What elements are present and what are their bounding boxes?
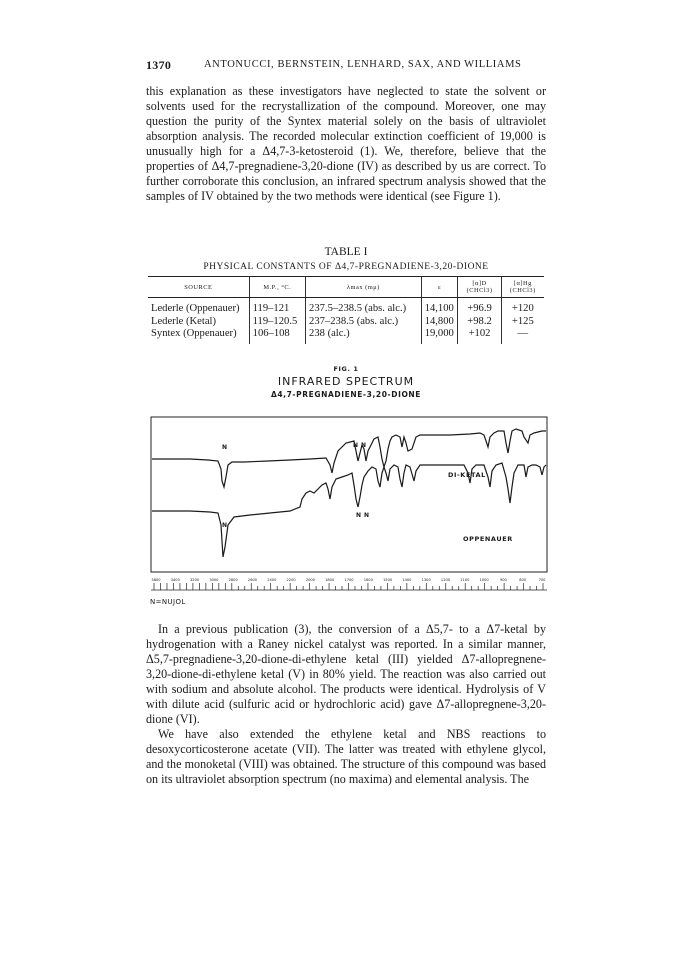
table-cell: Lederle (Oppenauer) (151, 303, 240, 314)
figure-legend: N=NUJOL (150, 598, 186, 606)
infrared-spectrum-figure (150, 407, 548, 607)
axis-tick-label: 1400 (402, 578, 412, 582)
peak-marker: N (364, 512, 370, 519)
axis-tick-label: 1100 (460, 578, 470, 582)
peak-marker: N (222, 522, 228, 529)
axis-tick-label: 700 (538, 578, 546, 582)
table-cell: +98.2 (458, 316, 501, 329)
axis-tick-label: 2000 (305, 578, 315, 582)
paragraph-text: We have also extended the ethylene ketal and NBS reactions to desoxycorticosterone acetate (VII). The latter was treated with ethylene glycol, and the monoketal (VIII) was obtained. The structure of this compound was based on its ultraviolet absorption spectrum (no maxima) and elemental analysis. The (146, 727, 546, 786)
axis-tick-label: 1800 (325, 578, 335, 582)
col-header: SOURCE (148, 277, 249, 298)
table-cell: — (501, 328, 544, 344)
col-header: M.P., °C. (249, 277, 305, 298)
col-header: [α]Hg (CHCl3) (501, 277, 544, 298)
page-number: 1370 (146, 58, 172, 72)
axis-tick-label: 2200 (286, 578, 296, 582)
axis-tick-label: 3800 (151, 578, 161, 582)
table-cell: +102 (458, 328, 501, 344)
axis-tick-label: 1300 (421, 578, 431, 582)
table-cell: 237.5–238.5 (abs. alc.) (306, 298, 422, 316)
table-cell: 119–121 (249, 298, 305, 316)
axis-tick-label: 900 (499, 578, 507, 582)
table-cell: 14,800 (421, 316, 458, 329)
table-cell: 237–238.5 (abs. alc.) (306, 316, 422, 329)
axis-tick-label: 2800 (228, 578, 238, 582)
table-cell: +120 (501, 298, 544, 316)
table-cell: +96.9 (458, 298, 501, 316)
axis-tick-label: 800 (519, 578, 527, 582)
axis-tick-label: 1200 (440, 578, 451, 582)
axis-tick-label: 3200 (190, 578, 200, 582)
table-cell: 106–108 (249, 328, 305, 344)
scale-ticks (154, 583, 543, 590)
table-caption: PHYSICAL CONSTANTS OF Δ4,7-PREGNADIENE-3,20-DIONE (203, 262, 489, 272)
table-header-row (148, 277, 544, 298)
axis-tick-labels (151, 578, 546, 582)
axis-tick-label: 2400 (267, 578, 277, 582)
figure-title: INFRARED SPECTRUM (277, 375, 415, 388)
table-row (148, 298, 544, 316)
axis-tick-label: 1000 (479, 578, 489, 582)
table-cell: Syntex (Oppenauer) (151, 328, 237, 339)
running-header (146, 58, 546, 74)
peak-marker: N (361, 442, 367, 449)
paragraph-hydrogenation (146, 622, 546, 787)
peak-marker: N (356, 512, 362, 519)
table-cell: 119–120.5 (249, 316, 305, 329)
paragraph-text: this explanation as these investigators have neglected to state the solvent or solvents used for the recrystallization of the compound. Moreover, one may question the purity of the Syntex material solely on the basis of ultraviolet absorption analysis. The recorded molecular extinction coefficient of 19,000 is unusually high for a Δ4,7-3-ketosteroid (1). We, therefore, believe that the properties of Δ4,7-pregnadiene-3,20-dione (IV) as described by us are correct. To further corroborate this conclusion, an infrared spectrum analysis showed that the samples of IV obtained by the two methods were identical (see Figure 1). (146, 84, 546, 203)
table-row (148, 328, 544, 344)
table-cell: 14,100 (421, 298, 458, 316)
axis-tick-label: 3400 (170, 578, 180, 582)
curve-label-oppenauer: OPPENAUER (463, 535, 513, 543)
axis-tick-label: 1600 (363, 578, 373, 582)
axis-tick-label: 2600 (247, 578, 258, 582)
spectrum-frame (151, 417, 547, 572)
figure-subtitle: Δ4,7-PREGNADIENE-3,20-DIONE (270, 390, 422, 399)
spectrum-curve-diketal (152, 429, 546, 487)
col-header: λmax (mμ) (306, 277, 422, 298)
curve-label-diketal: DI-KETAL (448, 471, 486, 479)
axis-tick-label: 1500 (383, 578, 393, 582)
figure-number: FIG. 1 (333, 365, 359, 373)
axis-tick-label: 1700 (344, 578, 354, 582)
table-cell: 19,000 (421, 328, 458, 344)
running-authors: ANTONUCCI, BERNSTEIN, LENHARD, SAX, AND WILLIAMS (204, 59, 522, 70)
col-header: ε (421, 277, 458, 298)
peak-marker: N (353, 442, 359, 449)
table-cell: Lederle (Ketal) (151, 315, 216, 327)
table-row (148, 316, 544, 329)
table-title: TABLE I (324, 246, 368, 258)
peak-marker: N (222, 444, 228, 451)
spectrum-svg (150, 407, 548, 607)
paragraph-text: In a previous publication (3), the conversion of a Δ5,7- to a Δ7-ketal by hydrogenation with a Raney nickel catalyst was reported. In a similar manner, Δ5,7-pregnadiene-3,20-dione-di-ethylene ketal (III) yielded Δ7-allopregnene-3,20-dione-di-ethylene ketal (V) in 80% yield. The reaction was also carried out with sodium and absolute alcohol. The products were identical. Hydrolysis of V with dilute acid (sulfuric acid or hydrochloric acid) gave Δ7-allopregnene-3,20-dione (VI). (146, 622, 546, 726)
physical-constants-table (148, 276, 544, 344)
paragraph-explanation (146, 84, 546, 204)
axis-tick-label: 3000 (209, 578, 219, 582)
table-cell: +125 (501, 316, 544, 329)
table-cell: 238 (alc.) (306, 328, 422, 344)
col-header: [α]D (CHCl3) (458, 277, 501, 298)
